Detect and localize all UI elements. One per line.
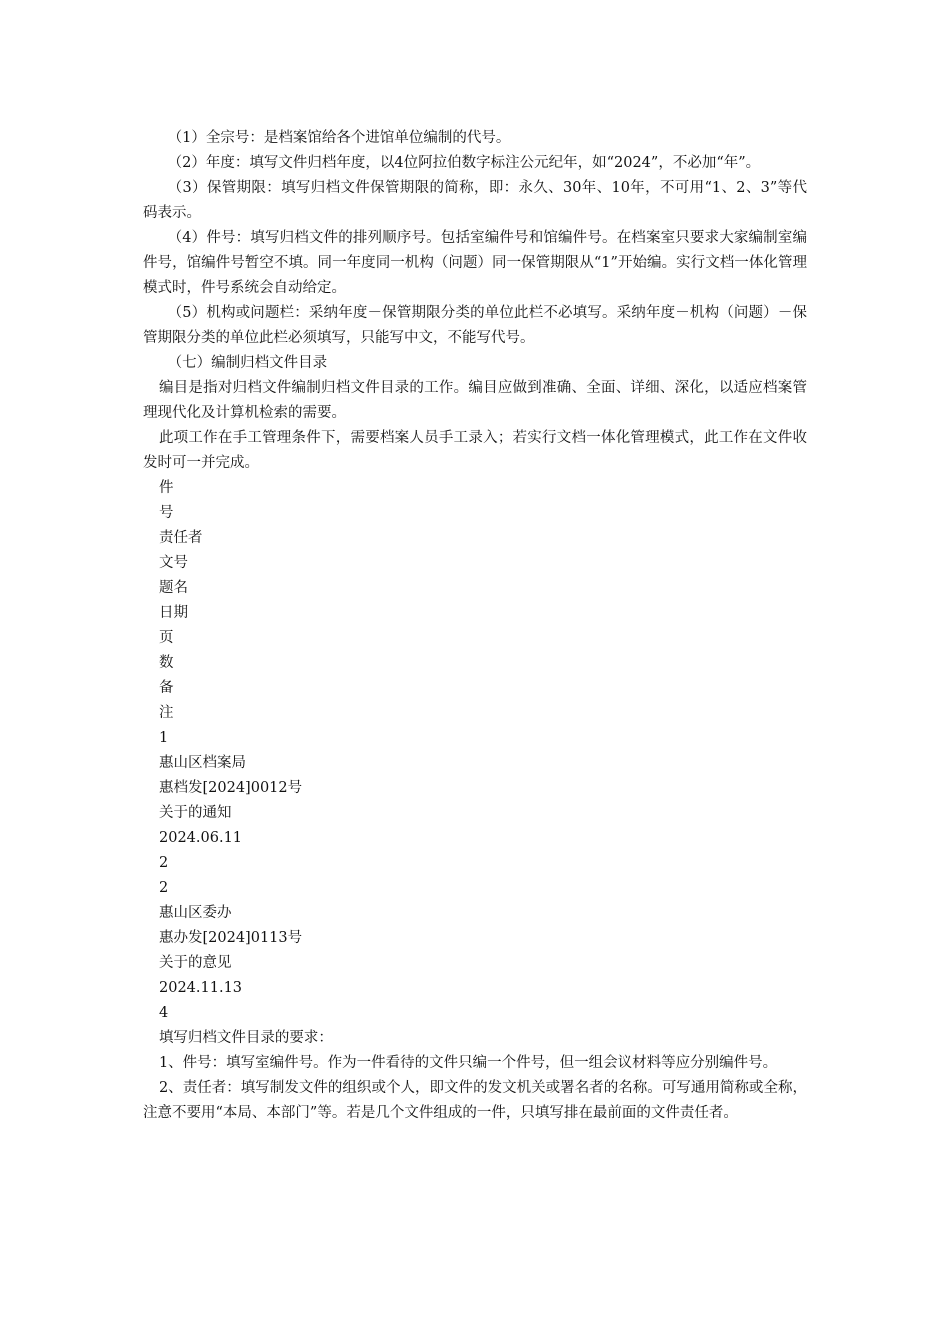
table-cell: 关于的通知 [159,805,232,821]
table-header-cell: 号 [159,505,174,521]
table-header-cell: 责任者 [159,530,203,546]
table-header-cell: 数 [159,655,174,671]
table-cell: 惠办发[2024]0113号 [159,930,303,946]
table-cell: 惠档发[2024]0012号 [159,780,303,796]
table-header-cell: 页 [159,630,174,646]
paragraph-requirement-item-number: 1、件号：填写室编件号。作为一件看待的文件只编一个件号，但一组会议材料等应分别编件号。 [158,1055,778,1071]
table-header-cell: 文号 [159,555,188,571]
table-cell: 1 [159,730,169,746]
catalog-table [143,476,807,1026]
table-cell: 2024.11.13 [159,980,243,996]
table-header-cell: 日期 [159,605,188,621]
table-header-cell: 件 [159,480,174,496]
table-header-cell: 注 [159,705,174,721]
paragraph-item-number: （4）件号：填写归档文件的排列顺序号。包括室编件号和馆编件号。在档案室只要求大家编制室编件号，馆编件号暂空不填。同一年度同一机构（问题）同一保管期限从“1”开始编。实行文档一体化管理模式时，件号系统会自动给定。 [143,230,807,296]
document-page [143,126,807,1126]
table-cell: 2024.06.11 [159,830,243,846]
table-cell: 关于的意见 [159,955,232,971]
table-cell: 2 [159,855,169,871]
section-heading-catalog: （七）编制归档文件目录 [167,355,328,371]
paragraph-year: （2）年度：填写文件归档年度，以4位阿拉伯数字标注公元纪年，如“2024”，不必加“年”。 [167,155,761,171]
paragraph-fonds-number: （1）全宗号：是档案馆给各个进馆单位编制的代号。 [167,130,511,146]
paragraph-requirement-responsible: 2、责任者：填写制发文件的组织或个人，即文件的发文机关或署名者的名称。可写通用简称或全称，注意不要用“本局、本部门”等。若是几个文件组成的一件，只填写排在最前面的文件责任者。 [143,1080,807,1121]
table-cell: 惠山区委办 [159,905,232,921]
paragraph-requirements-heading: 填写归档文件目录的要求： [158,1030,333,1046]
paragraph-manual-entry: 此项工作在手工管理条件下，需要档案人员手工录入；若实行文档一体化管理模式，此工作在文件收发时可一并完成。 [143,430,807,471]
table-cell: 4 [159,1005,169,1021]
table-header-cell: 题名 [159,580,188,596]
paragraph-organization-column: （5）机构或问题栏：采纳年度－保管期限分类的单位此栏不必填写。采纳年度－机构（问题）－保管期限分类的单位此栏必须填写，只能写中文，不能写代号。 [143,305,807,346]
paragraph-cataloging-definition: 编目是指对归档文件编制归档文件目录的工作。编目应做到准确、全面、详细、深化，以适应档案管理现代化及计算机检索的需要。 [143,380,807,421]
paragraph-retention-period: （3）保管期限：填写归档文件保管期限的简称，即：永久、30年、10年，不可用“1、2、3”等代码表示。 [143,180,807,221]
table-cell: 2 [159,880,169,896]
table-cell: 惠山区档案局 [159,755,246,771]
table-header-cell: 备 [159,680,174,696]
